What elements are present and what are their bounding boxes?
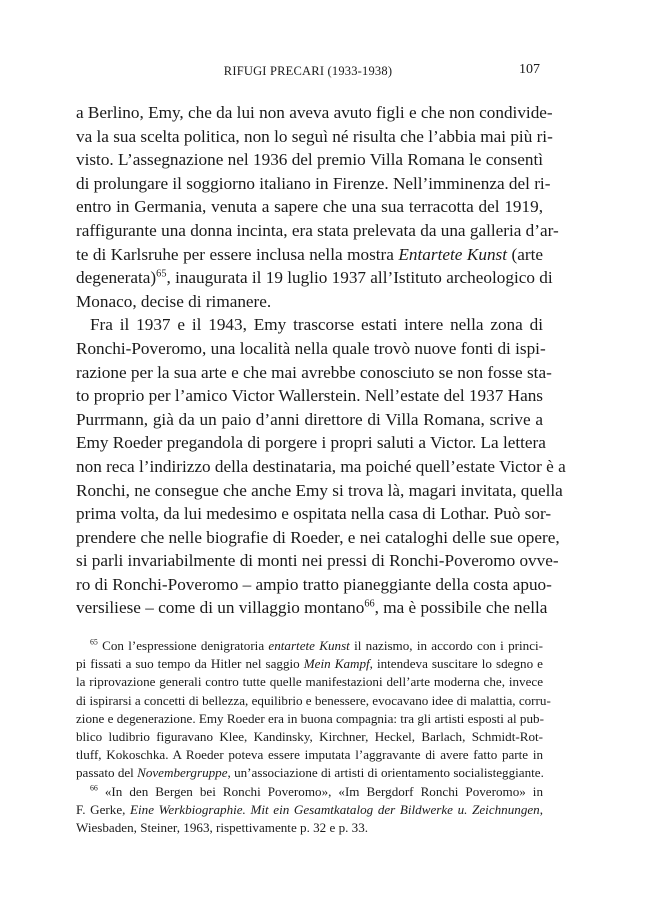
footnote-line: di ispirarsi a concetti di bellezza, equilibrio e benessere, evocavano idee di malattia, corru- [76, 692, 551, 708]
body-line: entro in Germania, venuta a sapere che una sua terracotta del 1919, [76, 197, 543, 217]
body-line: Fra il 1937 e il 1943, Emy trascorse estati intere nella zona di [90, 315, 543, 335]
footnote-line: zione e degenerazione. Emy Roeder era in buona compagnia: tra gli artisti esposti al pub- [76, 710, 544, 726]
footnote-66 [76, 783, 543, 838]
body-line: non reca l’indirizzo della destinataria, ma poiché quell’estate Victor è a [76, 456, 566, 476]
footnote-line: passato del Novembergruppe, un’associazione di artisti di orientamento socialisteggiante. [76, 765, 544, 781]
body-line: prendere che nelle biografie di Roeder, e nei cataloghi delle sue opere, [76, 527, 560, 547]
body-line: te di Karlsruhe per essere inclusa nella mostra Entartete Kunst (arte [76, 244, 544, 264]
body-line: va la sua scelta politica, non lo seguì né risulta che l’abbia mai più ri- [76, 126, 553, 146]
footnote-line: pi fissati a suo tempo da Hitler nel saggio Mein Kampf, intendeva suscitare lo sdegno e [76, 656, 543, 672]
footnote-line: la riprovazione generali contro tutte quelle manifestazioni dell’arte moderna che, invece [76, 674, 543, 690]
footnote-line: $^{66}$ «In den Bergen bei Ronchi Poveromo», «Im Bergdorf Ronchi Poveromo» in [90, 783, 543, 799]
body-line: to proprio per l’amico Victor Wallerstein. Nell’estate del 1937 Hans [76, 386, 543, 406]
footnote-line: blico ludibrio figuravano Klee, Kandinsky, Kirchner, Heckel, Barlach, Schmidt-Rot- [76, 728, 543, 744]
footnote-line: tluff, Kokoschka. A Roeder poteva essere imputata l’aggravante di avere fatto parte in [76, 747, 543, 763]
body-line: visto. L’assegnazione nel 1936 del premio Villa Romana le consentì [76, 150, 543, 170]
body-line: di prolungare il soggiorno italiano in Firenze. Nell’imminenza del ri- [76, 173, 551, 193]
footnote-65 [76, 637, 551, 783]
body-line: prima volta, da lui medesimo e ospitata nella casa di Lothar. Può sor- [76, 504, 552, 524]
footnote-line: $^{65}$ Con l’espressione denigratoria entartete Kunst il nazismo, in accordo con i princi- [90, 637, 544, 653]
body-line: ro di Ronchi-Poveromo – ampio tratto pianeggiante della costa apuo- [76, 574, 552, 594]
footnotes [76, 637, 551, 837]
body-line: Emy Roeder pregandola di porgere i propri saluti a Victor. La lettera [76, 433, 546, 453]
body-line: raffigurante una donna incinta, era stata prelevata da una galleria d’ar- [76, 220, 559, 240]
page-number: 107 [519, 62, 540, 77]
body-line: a Berlino, Emy, che da lui non aveva avuto figli e che non condivide- [76, 103, 553, 122]
body-line: versiliese – come di un villaggio montano$^{66}$, ma è possibile che nella [76, 598, 548, 618]
body-line: Ronchi-Poveromo, una località nella quale trovò nuove fonti di ispi- [76, 338, 546, 358]
running-head: RIFUGI PRECARI (1933-1938) [223, 64, 393, 78]
page-header [76, 62, 540, 82]
body-line: si parli invariabilmente di monti nei pressi di Ronchi-Poveromo ovve- [76, 551, 559, 571]
body-line: degenerata)$^{65}$, inaugurata il 19 luglio 1937 all’Istituto archeologico di [76, 268, 553, 288]
footnote-line: F. Gerke, Eine Werkbiographie. Mit ein Gesamtkatalog der Bildwerke u. Zeichnungen, [76, 801, 543, 817]
body-text [76, 101, 566, 620]
body-line: Purrmann, già da un paio d’anni direttore di Villa Romana, scrive a [76, 409, 543, 429]
body-line: Ronchi, ne consegue che anche Emy si trova là, magari invitata, quella [76, 480, 563, 500]
body-line: Monaco, decise di rimanere. [76, 291, 272, 311]
footnote-line: Wiesbaden, Steiner, 1963, rispettivamente p. 32 e p. 33. [76, 819, 369, 835]
body-line: razione per la sua arte e che mai avrebbe conosciuto se non fosse sta- [76, 362, 552, 382]
